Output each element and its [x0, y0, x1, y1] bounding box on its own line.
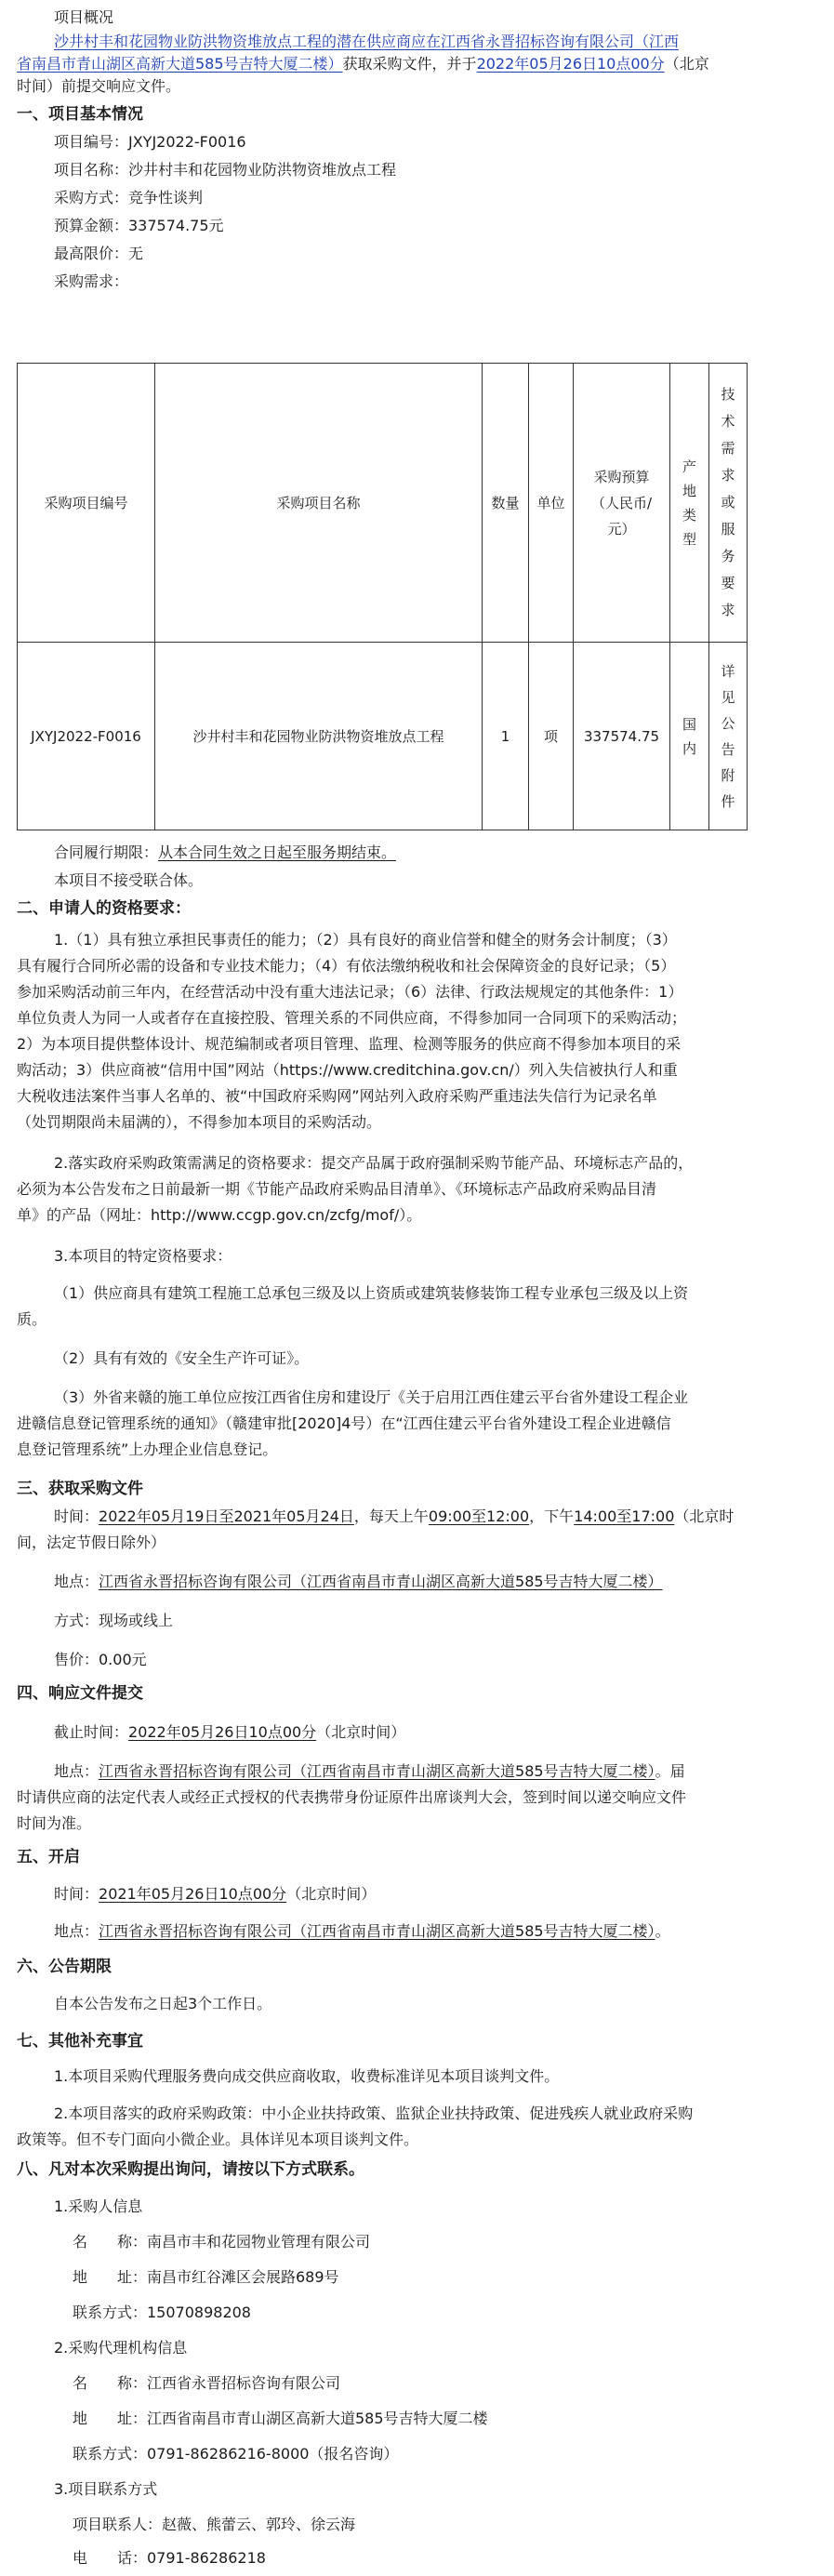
qual-line: （处罚期限尚未届满的），不得参加本项目的采购活动。: [17, 1113, 382, 1131]
section-7-heading: 七、其他补充事宜: [17, 2032, 143, 2051]
special-req-line: 质。: [17, 1310, 47, 1328]
supplement-line: 政策等。但不专门面向小微企业。具体详见本项目谈判文件。: [17, 2131, 419, 2148]
obtain-place-value: 江西省永晋招标咨询有限公司（江西省南昌市青山湖区高新大道585号吉特大厦二楼）: [99, 1573, 663, 1590]
overview-text: 获取采购文件，并于: [342, 55, 477, 73]
open-time: [54, 1884, 376, 1905]
contact-phone: 电 话：0791-86286218: [73, 2549, 266, 2567]
agency-link-2: 省南昌市青山湖区高新大道585号吉特大厦二楼）: [17, 55, 343, 73]
budget-amount: 预算金额：337574.75元: [54, 217, 224, 234]
obtain-place: [54, 1572, 663, 1592]
special-req-title: 3.本项目的特定资格要求：: [54, 1247, 232, 1265]
submit-place: [54, 1761, 685, 1782]
cell-origin-text: 国内: [682, 715, 697, 757]
policy-line: 单》的产品（网址：http://www.ccgp.gov.cn/zcfg/mof/）。: [17, 1206, 422, 1224]
cell-tech: [709, 643, 748, 830]
project-name: 项目名称：沙井村丰和花园物业防洪物资堆放点工程: [54, 161, 397, 179]
deadline-link: 2022年05月26日10点00分: [476, 55, 665, 73]
special-req-line: 息登记管理系统”上办理企业信息登记。: [17, 1441, 278, 1458]
table-row: [18, 643, 748, 830]
overview-title: 项目概况: [54, 8, 114, 26]
header-origin-text: 产地类型: [682, 458, 697, 548]
agency-link-1: 江西省永晋招标咨询有限公司（江西: [441, 33, 680, 50]
supplement-line: 2.本项目落实的政府采购政策：中小企业扶持政策、监狱企业扶持政策、促进残疾人就业政府采购: [54, 2105, 694, 2122]
cell-budget: 337574.75: [574, 643, 670, 830]
section-4-heading: 四、响应文件提交: [17, 1684, 143, 1703]
qual-line: 2）为本项目提供整体设计、规范编制或者项目管理、监理、检测等服务的供应商不得参加本项目的采: [17, 1035, 682, 1053]
special-req-line: （1）供应商具有建筑工程施工总承包三级及以上资质或建筑装修装饰工程专业承包三级及以上资: [54, 1284, 689, 1302]
header-cell: 单位: [529, 364, 574, 643]
header-cell: 数量: [483, 364, 529, 643]
no-consortium: 本项目不接受联合体。: [54, 871, 204, 889]
project-name-link: 沙井村丰和花园物业防洪物资堆放点工程的潜在供应商应在: [54, 33, 442, 50]
qual-line: 1.（1）具有独立承担民事责任的能力；（2）具有良好的商业信誉和健全的财务会计制度；（3）: [54, 931, 677, 949]
procurement-table: [17, 363, 748, 830]
cell-origin: [670, 643, 709, 830]
supplement-line: 1.本项目采购代理服务费向成交供应商收取，收费标准详见本项目谈判文件。: [54, 2067, 560, 2085]
contact-title: 3.项目联系方式: [54, 2480, 158, 2498]
table-header-row: [18, 364, 748, 643]
agent-title: 2.采购代理机构信息: [54, 2339, 188, 2357]
deadline-label: 截止时间：: [54, 1723, 129, 1741]
obtain-time-line: [54, 1507, 734, 1527]
qual-line: 参加采购活动前三年内，在经营活动中没有重大违法记录；（6）法律、行政法规规定的其他条件：1）: [17, 983, 683, 1001]
time-text: （北京时: [674, 1507, 735, 1525]
header-cell: 采购项目编号: [18, 364, 155, 643]
contract-period: [54, 843, 396, 863]
contract-period-label: 合同履行期限：: [54, 843, 159, 861]
buyer-address: 地 址：南昌市红谷滩区会展路689号: [73, 2268, 339, 2286]
header-cell: 采购项目名称: [155, 364, 483, 643]
submit-note: 时间为准。: [17, 1814, 92, 1832]
header-budget-text: 采购预算（人民币/元）: [590, 468, 653, 538]
place-suffix: 。届: [655, 1762, 685, 1780]
place-suffix: 。: [655, 1922, 670, 1940]
time-text: ，下午: [529, 1507, 575, 1525]
qual-line: 单位负责人为同一人或者存在直接控股、管理关系的不同供应商，不得参加同一合同项下的采购活动；: [17, 1009, 687, 1027]
obtain-price: 售价：0.00元: [54, 1651, 147, 1668]
section-1-heading: 一、项目基本情况: [17, 105, 143, 124]
open-time-value: 2021年05月26日10点00分: [99, 1885, 287, 1903]
contract-period-value: 从本合同生效之日起至服务期结束。: [158, 843, 397, 861]
section-5-heading: 五、开启: [17, 1848, 80, 1866]
cell-project-number: JXYJ2022-F0016: [18, 643, 155, 830]
cell-project-name: 沙井村丰和花园物业防洪物资堆放点工程: [155, 643, 483, 830]
header-tech-text: 技术需求或服务要求: [721, 386, 735, 618]
qual-line: 具有履行合同所必需的设备和专业技术能力；（4）有依法缴纳税收和社会保障资金的良好记录；（5）: [17, 957, 676, 975]
special-req-line: 进赣信息登记管理系统的通知》（赣建审批[2020]4号）在“江西住建云平台省外建设工程企业进赣信: [17, 1414, 671, 1432]
procurement-demand-label: 采购需求：: [54, 272, 129, 290]
policy-line: 必须为本公告发布之日前最新一期《节能产品政府采购品目清单》、《环境标志产品政府采购品目清: [17, 1180, 657, 1198]
buyer-title: 1.采购人信息: [54, 2198, 143, 2215]
cell-tech-text: 详见公告附件: [721, 662, 735, 810]
special-req-line: （3）外省来赣的施工单位应按江西省住房和建设厅《关于启用江西住建云平台省外建设工程企业: [54, 1388, 689, 1406]
buyer-phone: 联系方式：15070898208: [73, 2304, 251, 2321]
header-cell: [709, 364, 748, 643]
place-label: 地点：: [54, 1762, 99, 1780]
agent-name: 名 称：江西省永晋招标咨询有限公司: [73, 2374, 341, 2392]
time-label: 时间：: [54, 1885, 99, 1903]
contact-people: 项目联系人：赵薇、熊蕾云、郭玲、徐云海: [73, 2516, 356, 2533]
section-3-heading: 三、获取采购文件: [17, 1480, 143, 1498]
procurement-method: 采购方式：竞争性谈判: [54, 189, 204, 206]
overview-line-1: [54, 32, 679, 52]
qual-line: 大税收违法案件当事人名单的、被“中国政府采购网”网站列入政府采购严重违法失信行为记录名单: [17, 1087, 657, 1105]
overview-line-3: 时间）前提交响应文件。: [17, 77, 181, 95]
special-req-line: （2）具有有效的《安全生产许可证》。: [54, 1349, 310, 1367]
submit-place-value: 江西省永晋招标咨询有限公司（江西省南昌市青山湖区高新大道585号吉特大厦二楼）: [99, 1762, 655, 1780]
time-text: ，每天上午: [353, 1507, 429, 1525]
obtain-date-range: 2022年05月19日至2021年05月24日: [99, 1507, 354, 1525]
place-label: 地点：: [54, 1573, 99, 1590]
buyer-name: 名 称：南昌市丰和花园物业管理有限公司: [73, 2233, 371, 2251]
obtain-way: 方式：现场或线上: [54, 1612, 174, 1629]
time-label: 时间：: [54, 1507, 99, 1525]
open-place-value: 江西省永晋招标咨询有限公司（江西省南昌市青山湖区高新大道585号吉特大厦二楼）: [99, 1922, 655, 1940]
obtain-time-line-2: 间，法定节假日除外）: [17, 1534, 166, 1551]
announcement-period: 自本公告发布之日起3个工作日。: [54, 1995, 272, 2012]
overview-line-2: [17, 54, 709, 74]
cell-unit: 项: [529, 643, 574, 830]
submit-deadline: [54, 1722, 405, 1743]
section-6-heading: 六、公告期限: [17, 1958, 112, 1976]
agent-address: 地 址：江西省南昌市青山湖区高新大道585号吉特大厦二楼: [73, 2410, 488, 2427]
section-2-heading: 二、申请人的资格要求：: [17, 899, 191, 918]
deadline-value: 2022年05月26日10点00分: [128, 1723, 317, 1741]
place-label: 地点：: [54, 1922, 99, 1940]
afternoon-hours: 14:00至17:00: [574, 1507, 675, 1525]
max-price: 最高限价：无: [54, 245, 144, 262]
agent-phone: 联系方式：0791-86286216-8000（报名咨询）: [73, 2445, 399, 2463]
policy-line: 2.落实政府采购政策需满足的资格要求：提交产品属于政府强制采购节能产品、环境标志产品的，: [54, 1154, 694, 1172]
time-suffix: （北京时间）: [286, 1885, 377, 1903]
project-number: 项目编号：JXYJ2022-F0016: [54, 133, 246, 151]
deadline-suffix: （北京时间）: [316, 1723, 406, 1741]
submit-note: 时请供应商的法定代表人或经正式授权的代表携带身份证原件出席谈判大会，签到时间以递交响应文件: [17, 1788, 687, 1806]
qual-line: 购活动；3）供应商被“信用中国”网站（https://www.creditchina.gov.cn/）列入失信被执行人和重: [17, 1061, 678, 1079]
cell-quantity: 1: [483, 643, 529, 830]
overview-text-end: （北京: [664, 55, 709, 73]
morning-hours: 09:00至12:00: [428, 1507, 530, 1525]
header-cell: [670, 364, 709, 643]
open-place: [54, 1921, 670, 1942]
header-cell: [574, 364, 670, 643]
section-8-heading: 八、凡对本次采购提出询问，请按以下方式联系。: [17, 2160, 364, 2179]
